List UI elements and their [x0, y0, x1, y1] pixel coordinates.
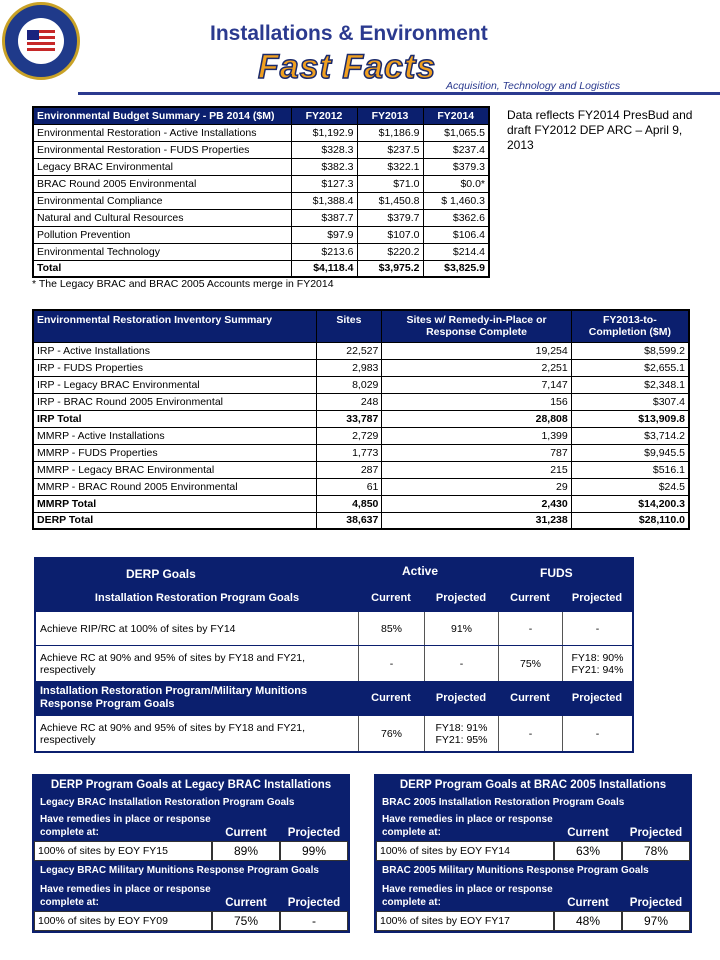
goal-value: -: [498, 612, 562, 645]
fuds-header: FUDS: [540, 566, 573, 580]
remedy-label: Have remedies in place or response complete at:: [40, 884, 211, 908]
row-label: MMRP - Legacy BRAC Environmental: [33, 461, 316, 478]
remedy-label: Have remedies in place or response complete at:: [40, 814, 211, 838]
cell-value: $237.5: [357, 141, 423, 158]
active-projected-header: Projected: [435, 592, 487, 604]
fuds-projected-header: Projected: [571, 592, 623, 604]
goal-label: 100% of sites by EOY FY09: [34, 911, 212, 931]
goal-label: Achieve RIP/RC at 100% of sites by FY14: [40, 622, 236, 635]
budget-summary-table: [32, 106, 490, 278]
table-row: [33, 461, 689, 478]
cell-value: $516.1: [571, 461, 689, 478]
row-label: IRP Total: [33, 410, 316, 427]
col-header: FY2014: [423, 107, 489, 124]
derp-goals-title: DERP Goals: [126, 567, 196, 581]
fuds-projected-header: Projected: [571, 692, 623, 704]
table-header-row: [33, 310, 689, 342]
goal-value: -: [358, 646, 424, 681]
legacy-brac-mmrp-header: [34, 881, 348, 911]
mmrp-goals-header: Installation Restoration Program/Military Munitions Response Program Goals: [40, 685, 308, 710]
cell-value: $1,065.5: [423, 124, 489, 141]
cell-value: 38,637: [316, 512, 382, 529]
cell-value: 33,787: [316, 410, 382, 427]
goal-value: 91%: [424, 612, 498, 645]
table-row: [33, 393, 689, 410]
brac2005-irp-title: BRAC 2005 Installation Restoration Program Goals: [382, 797, 625, 808]
goal-value: 63%: [554, 841, 622, 861]
row-label: IRP - BRAC Round 2005 Environmental: [33, 393, 316, 410]
inventory-summary-table: [32, 309, 690, 530]
page-title: Installations & Environment: [210, 22, 488, 45]
legacy-brac-irp-title: Legacy BRAC Installation Restoration Program Goals: [40, 797, 295, 808]
row-label: Environmental Compliance: [33, 192, 291, 209]
projected-header: Projected: [287, 897, 341, 909]
brac2005-irp-header: [376, 811, 690, 841]
budget-footnote: * The Legacy BRAC and BRAC 2005 Accounts merge in FY2014: [32, 278, 334, 290]
cell-value: $4,118.4: [291, 260, 357, 277]
goal-value: 76%: [358, 716, 424, 751]
goal-value: 97%: [622, 911, 690, 931]
cell-value: 19,254: [382, 342, 571, 359]
col-header: Sites w/ Remedy-in-Place or Response Complete: [382, 310, 571, 342]
cell-value: $213.6: [291, 243, 357, 260]
header-rule: [78, 92, 720, 95]
legacy-brac-irp-header: [34, 811, 348, 841]
goal-value: -: [562, 716, 632, 751]
cell-value: 8,029: [316, 376, 382, 393]
cell-value: $28,110.0: [571, 512, 689, 529]
cell-value: $3,714.2: [571, 427, 689, 444]
cell-value: $387.7: [291, 209, 357, 226]
legacy-brac-mmrp-title: Legacy BRAC Military Munitions Response Program Goals: [40, 865, 319, 876]
row-label: Pollution Prevention: [33, 226, 291, 243]
active-projected-header: Projected: [435, 692, 487, 704]
row-label: MMRP - FUDS Properties: [33, 444, 316, 461]
cell-value: 2,251: [382, 359, 571, 376]
goal-value: 89%: [212, 841, 280, 861]
table-row: [33, 359, 689, 376]
current-header: Current: [567, 827, 609, 839]
cell-value: 248: [316, 393, 382, 410]
cell-value: $237.4: [423, 141, 489, 158]
projected-header: Projected: [629, 897, 683, 909]
row-label: IRP - FUDS Properties: [33, 359, 316, 376]
cell-value: $379.7: [357, 209, 423, 226]
legacy-brac-title: DERP Program Goals at Legacy BRAC Installations: [50, 779, 332, 791]
row-label: MMRP - Active Installations: [33, 427, 316, 444]
goal-row: [376, 841, 690, 861]
goal-label: Achieve RC at 90% and 95% of sites by FY18 and FY21, respectively: [40, 721, 305, 746]
goal-value: 85%: [358, 612, 424, 645]
active-current-header: Current: [371, 692, 411, 704]
table-row: [33, 478, 689, 495]
flag-stars: [27, 30, 39, 40]
cell-value: 2,729: [316, 427, 382, 444]
goal-row: [34, 841, 348, 861]
cell-value: 28,808: [382, 410, 571, 427]
table-row: [33, 427, 689, 444]
cell-value: $3,825.9: [423, 260, 489, 277]
goal-value: 99%: [280, 841, 348, 861]
row-label: IRP - Legacy BRAC Environmental: [33, 376, 316, 393]
col-header: FY2013-to-Completion ($M): [571, 310, 689, 342]
current-header: Current: [567, 897, 609, 909]
table-total-row: [33, 410, 689, 427]
cell-value: $1,186.9: [357, 124, 423, 141]
col-header: FY2013: [357, 107, 423, 124]
goal-value: -: [280, 911, 348, 931]
remedy-label: Have remedies in place or response complete at:: [382, 814, 553, 838]
dusd-seal-logo: [2, 2, 80, 80]
goal-value: FY18: 90% FY21: 94%: [562, 646, 632, 681]
cell-value: 29: [382, 478, 571, 495]
col-header: Environmental Restoration Inventory Summary: [33, 310, 316, 342]
cell-value: 2,430: [382, 495, 571, 512]
row-label: Environmental Technology: [33, 243, 291, 260]
goal-row: [34, 911, 348, 931]
irp-goals-header-row: [36, 585, 632, 611]
goal-row: [36, 645, 632, 681]
brac2005-title: DERP Program Goals at BRAC 2005 Installations: [399, 779, 667, 791]
col-header: Sites: [316, 310, 382, 342]
row-label: Legacy BRAC Environmental: [33, 158, 291, 175]
row-label: MMRP - BRAC Round 2005 Environmental: [33, 478, 316, 495]
cell-value: $97.9: [291, 226, 357, 243]
cell-value: 1,399: [382, 427, 571, 444]
col-header: FY2012: [291, 107, 357, 124]
cell-value: $127.3: [291, 175, 357, 192]
row-label: Environmental Restoration - Active Installations: [33, 124, 291, 141]
goal-row: [36, 715, 632, 751]
table-row: [33, 192, 489, 209]
goal-value: FY18: 91% FY21: 95%: [424, 716, 498, 751]
goal-value: 48%: [554, 911, 622, 931]
brac2005-mmrp-title: BRAC 2005 Military Munitions Response Program Goals: [382, 865, 649, 876]
goal-value: -: [562, 612, 632, 645]
derp-goals-title-row: [36, 559, 632, 585]
goal-value: 78%: [622, 841, 690, 861]
table-header-row: [33, 107, 489, 124]
table-row: [33, 175, 489, 192]
goal-label: Achieve RC at 90% and 95% of sites by FY18 and FY21, respectively: [40, 651, 305, 676]
cell-value: $220.2: [357, 243, 423, 260]
cell-value: $214.4: [423, 243, 489, 260]
cell-value: 61: [316, 478, 382, 495]
goal-row: [376, 911, 690, 931]
row-label: IRP - Active Installations: [33, 342, 316, 359]
cell-value: 7,147: [382, 376, 571, 393]
cell-value: $71.0: [357, 175, 423, 192]
cell-value: $107.0: [357, 226, 423, 243]
current-header: Current: [225, 827, 267, 839]
cell-value: 215: [382, 461, 571, 478]
goal-value: -: [498, 716, 562, 751]
cell-value: $3,975.2: [357, 260, 423, 277]
cell-value: $24.5: [571, 478, 689, 495]
row-label: Natural and Cultural Resources: [33, 209, 291, 226]
row-label: DERP Total: [33, 512, 316, 529]
seal-center: [18, 18, 64, 64]
table-total-row: [33, 495, 689, 512]
cell-value: $8,599.2: [571, 342, 689, 359]
table-total-row: [33, 512, 689, 529]
derp-goals-box: [34, 557, 634, 753]
cell-value: 4,850: [316, 495, 382, 512]
cell-value: $9,945.5: [571, 444, 689, 461]
mmrp-goals-header-row: [36, 681, 632, 715]
cell-value: $1,388.4: [291, 192, 357, 209]
cell-value: $2,348.1: [571, 376, 689, 393]
cell-value: $14,200.3: [571, 495, 689, 512]
fuds-current-header: Current: [510, 592, 550, 604]
goal-row: [36, 611, 632, 645]
cell-value: $0.0*: [423, 175, 489, 192]
cell-value: $1,192.9: [291, 124, 357, 141]
cell-value: $362.6: [423, 209, 489, 226]
table-row: [33, 124, 489, 141]
cell-value: $13,909.8: [571, 410, 689, 427]
row-label: Environmental Restoration - FUDS Properties: [33, 141, 291, 158]
projected-header: Projected: [287, 827, 341, 839]
cell-value: 31,238: [382, 512, 571, 529]
table-row: [33, 444, 689, 461]
cell-value: $106.4: [423, 226, 489, 243]
fuds-current-header: Current: [510, 692, 550, 704]
legacy-brac-goals-box: [32, 774, 350, 933]
cell-value: $ 1,460.3: [423, 192, 489, 209]
cell-value: 2,983: [316, 359, 382, 376]
current-header: Current: [225, 897, 267, 909]
table-total-row: [33, 260, 489, 277]
projected-header: Projected: [629, 827, 683, 839]
table-row: [33, 141, 489, 158]
irp-goals-header: Installation Restoration Program Goals: [94, 592, 300, 604]
table-row: [33, 342, 689, 359]
goal-value: 75%: [212, 911, 280, 931]
active-current-header: Current: [371, 592, 411, 604]
cell-value: 22,527: [316, 342, 382, 359]
goal-value: 75%: [498, 646, 562, 681]
active-header: Active: [402, 564, 439, 578]
col-header: Environmental Budget Summary - PB 2014 ($M): [33, 107, 291, 124]
goal-label: 100% of sites by EOY FY15: [34, 841, 212, 861]
cell-value: $382.3: [291, 158, 357, 175]
cell-value: $379.3: [423, 158, 489, 175]
goal-label: 100% of sites by EOY FY17: [376, 911, 554, 931]
row-label: MMRP Total: [33, 495, 316, 512]
table-row: [33, 243, 489, 260]
goal-label: 100% of sites by EOY FY14: [376, 841, 554, 861]
table-row: [33, 376, 689, 393]
brac2005-goals-box: [374, 774, 692, 933]
goal-value: -: [424, 646, 498, 681]
data-source-note: Data reflects FY2014 PresBud and draft FY2012 DEP ARC – April 9, 2013: [507, 108, 693, 152]
brac2005-mmrp-header: [376, 881, 690, 911]
page-subtitle: Acquisition, Technology and Logistics: [446, 80, 621, 92]
remedy-label: Have remedies in place or response complete at:: [382, 884, 553, 908]
cell-value: $2,655.1: [571, 359, 689, 376]
table-row: [33, 158, 489, 175]
cell-value: 287: [316, 461, 382, 478]
row-label: BRAC Round 2005 Environmental: [33, 175, 291, 192]
cell-value: $1,450.8: [357, 192, 423, 209]
cell-value: $322.1: [357, 158, 423, 175]
table-row: [33, 226, 489, 243]
cell-value: 156: [382, 393, 571, 410]
cell-value: 1,773: [316, 444, 382, 461]
cell-value: 787: [382, 444, 571, 461]
row-label: Total: [33, 260, 291, 277]
cell-value: $328.3: [291, 141, 357, 158]
table-row: [33, 209, 489, 226]
fast-facts-logo-text: Fast Facts: [258, 48, 437, 86]
cell-value: $307.4: [571, 393, 689, 410]
